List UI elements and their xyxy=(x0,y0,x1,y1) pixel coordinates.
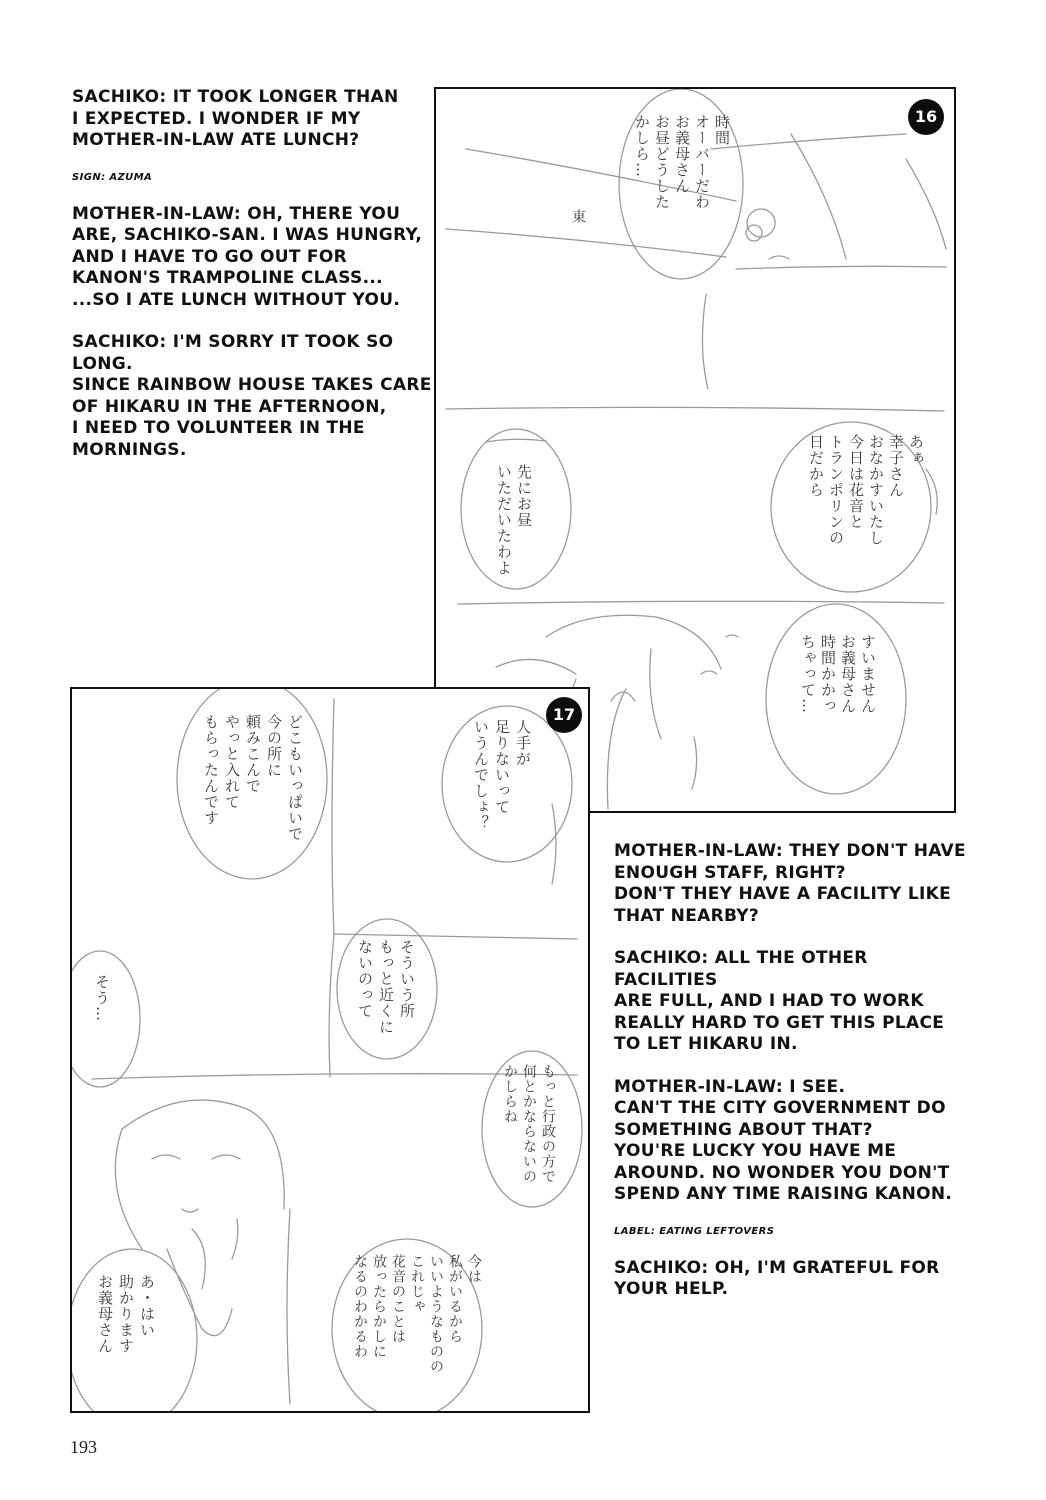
page-16-sign-text: 東 xyxy=(570,209,586,224)
page-16-bubble-3-text: 先にお昼 いただいたわよ xyxy=(495,464,533,576)
translation-line: SACHIKO: ALL THE OTHER FACILITIES ARE FULL, AND I HAD TO WORK REALLY HARD TO GET THIS PLACE TO LET HIKARU IN. xyxy=(614,948,945,1054)
page-16-bubble-1-text: 時間 オーバーだわ お義母さん お昼どうした かしら… xyxy=(633,114,731,210)
page-17-bubble-1-text: どこもいっぱいで 今の所に 頼みこんで やっと入れて もらったんです xyxy=(202,714,304,842)
page-number: 193 xyxy=(70,1437,97,1457)
translation-line: SACHIKO: IT TOOK LONGER THAN I EXPECTED. I WONDER IF MY MOTHER-IN-LAW ATE LUNCH? xyxy=(72,87,399,150)
translation-notes-right xyxy=(614,841,974,1322)
page-16-bubble-2-text: あぁ 幸子さん おなかすいたし 今日は花音と トランポリンの 日だから xyxy=(807,434,925,546)
translation-line: MOTHER-IN-LAW: I SEE. CAN'T THE CITY GOVERNMENT DO SOMETHING ABOUT THAT? YOU'RE LUCKY YOU HAVE ME AROUND. NO WONDER YOU DON'T SPEND ANY TIME RAISING KANON. xyxy=(614,1076,953,1204)
storyboard-page-17 xyxy=(70,687,590,1413)
translation-line: SACHIKO: OH, I'M GRATEFUL FOR YOUR HELP. xyxy=(614,1257,940,1299)
translation-line: MOTHER-IN-LAW: THEY DON'T HAVE ENOUGH STAFF, RIGHT? DON'T THEY HAVE A FACILITY LIKE THAT NEARBY? xyxy=(614,841,966,926)
page-16-bubble-4-text: すいません お義母さん 時間かかっ ちゃって… xyxy=(799,634,877,714)
translation-notes-left xyxy=(72,87,432,482)
page-17-bubble-4-text: そう… xyxy=(93,974,111,1022)
page-16-number-badge: 16 xyxy=(908,99,944,135)
translation-sign-note: SIGN: AZUMA xyxy=(72,171,153,183)
translation-line: SACHIKO: I'M SORRY IT TOOK SO LONG. SINCE RAINBOW HOUSE TAKES CARE OF HIKARU IN THE AFTERNOON, I NEED TO VOLUNTEER IN THE MORNINGS. xyxy=(72,332,432,460)
page-17-bubble-5-text: もっと行政の方で 何とかならないの かしらね xyxy=(502,1064,556,1184)
page-17-bubble-2-text: 人手が 足りないって いうんでしょ？ xyxy=(472,719,532,831)
page-17-bubble-6-text: 今は 私がいるから いいようなものの これじゃ 花音のことは 放ったらかしに なるのわかるわ xyxy=(352,1254,482,1374)
page-17-number-badge: 17 xyxy=(546,697,582,733)
translation-line: MOTHER-IN-LAW: OH, THERE YOU ARE, SACHIKO-SAN. I WAS HUNGRY, AND I HAVE TO GO OUT FOR KANON'S TRAMPOLINE CLASS... ...SO I ATE LUNCH WITHOUT YOU. xyxy=(72,203,423,310)
page-17-bubble-3-text: そういう所 もっと近くに ないのって xyxy=(356,939,416,1035)
page-17-bubble-7-text: あ・はい 助かります お義母さん xyxy=(96,1274,156,1354)
translation-label-note: LABEL: EATING LEFTOVERS xyxy=(614,1225,775,1237)
